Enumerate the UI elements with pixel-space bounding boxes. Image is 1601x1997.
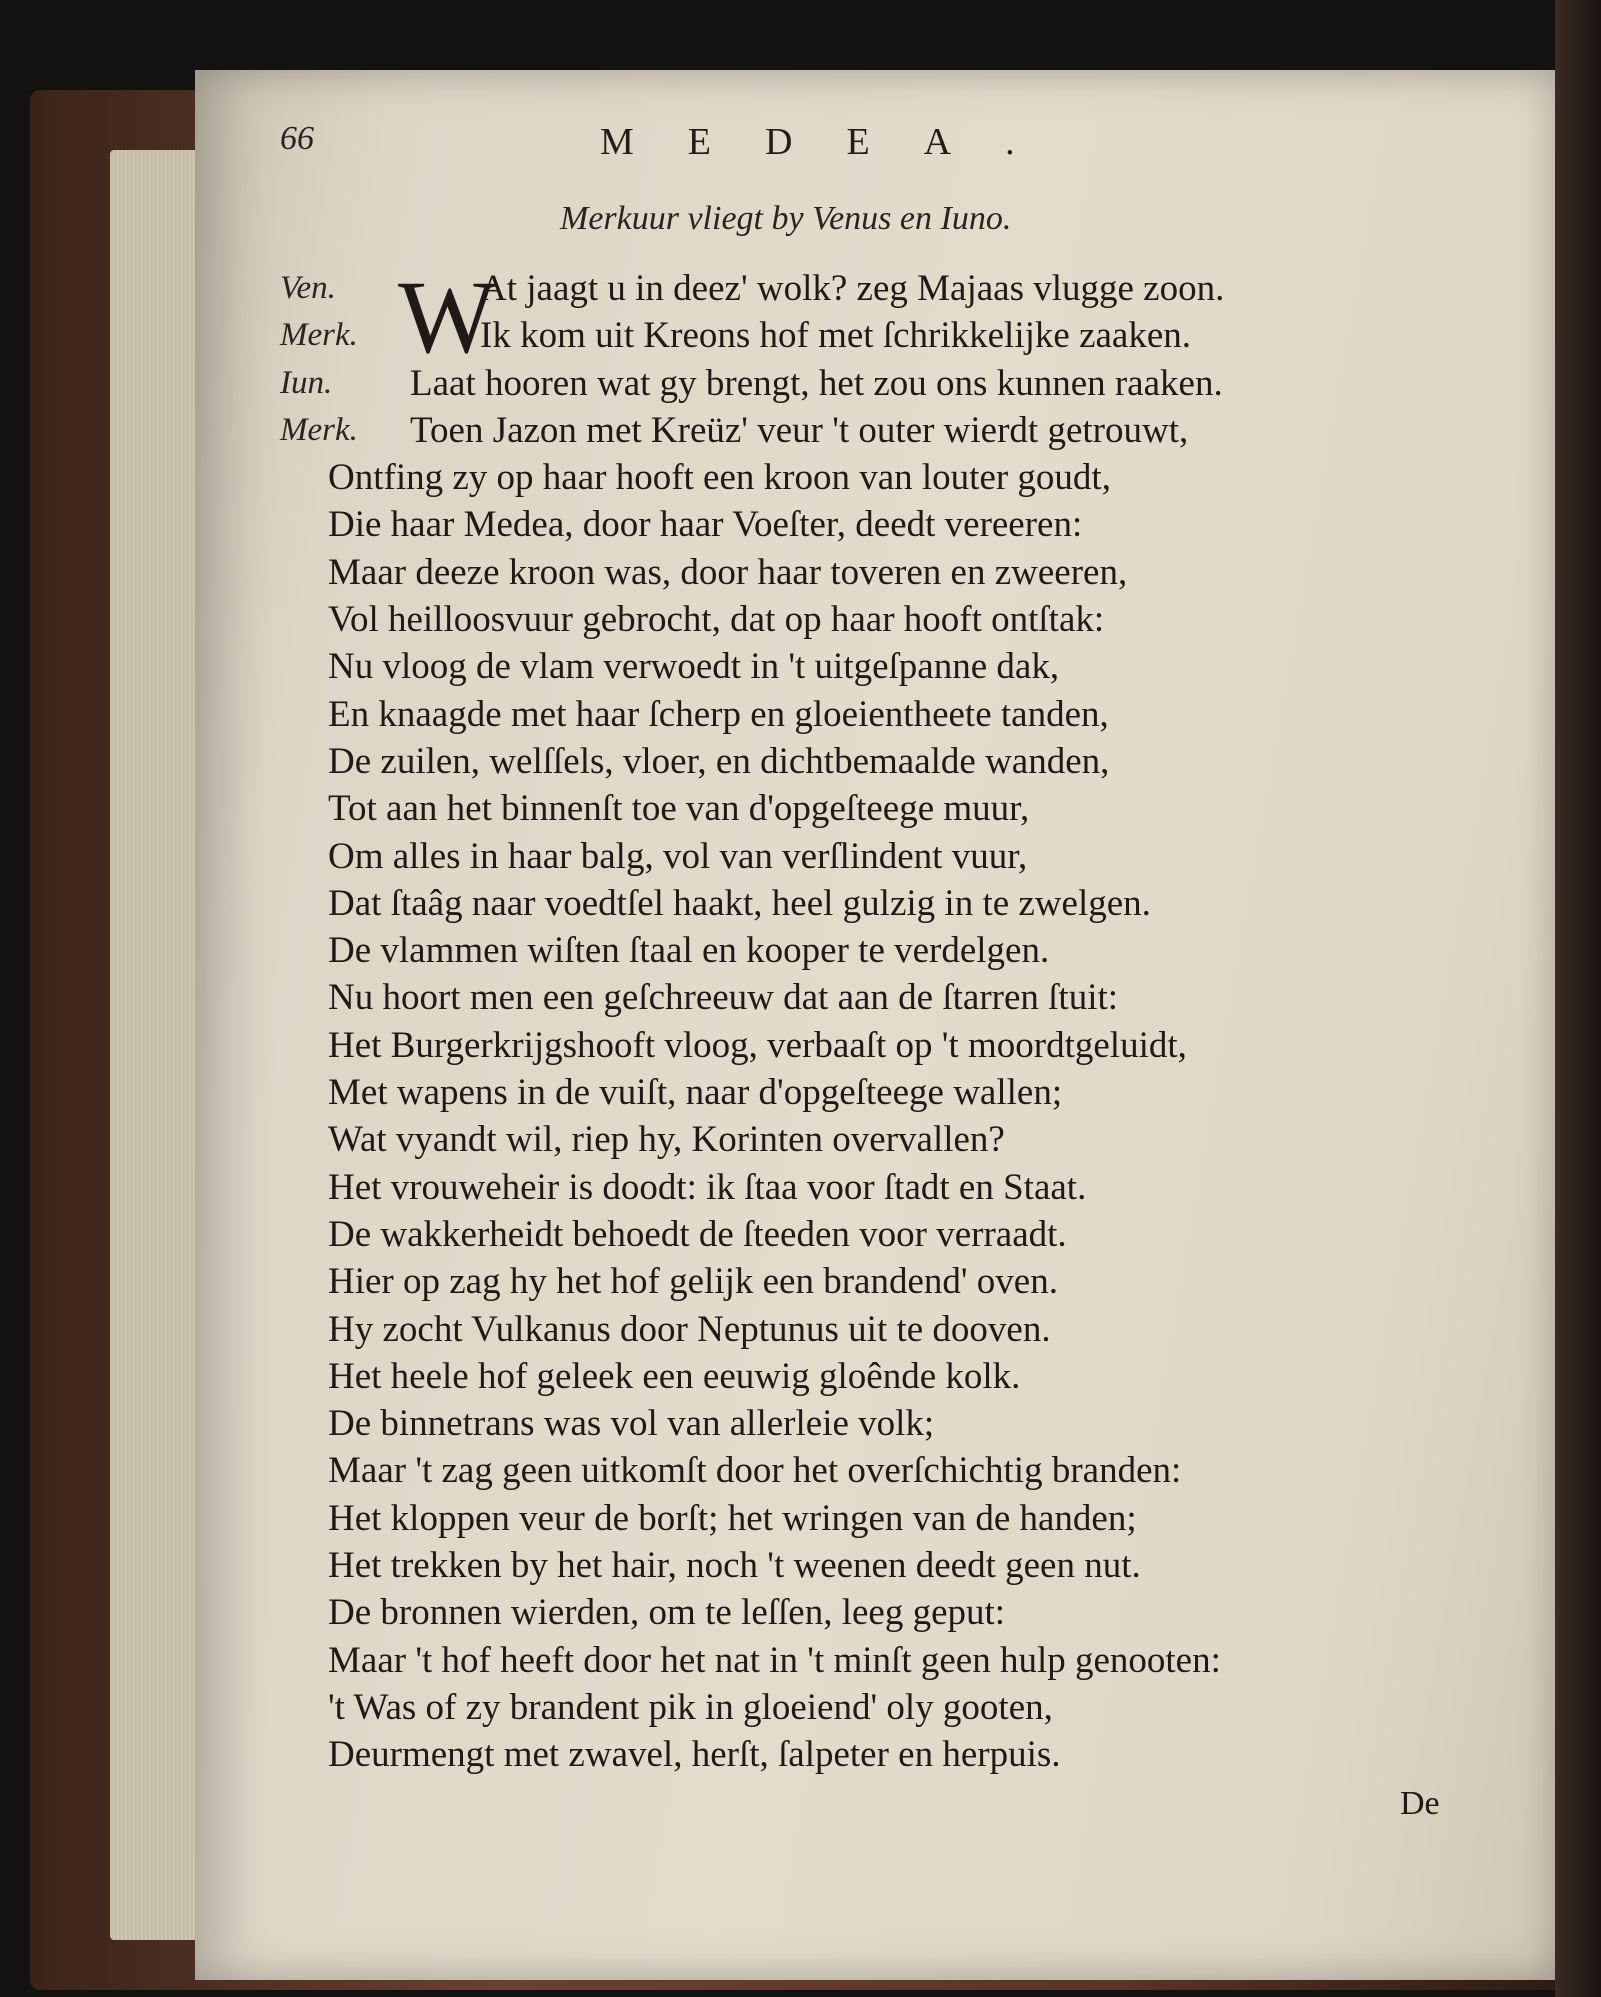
verse-line — [280, 1116, 1430, 1163]
verse-text: Het Burgerkrijgshooft vloog, verbaaſt op 't moordtgeluidt, — [328, 1024, 1187, 1066]
speaker-label: Merk. — [280, 411, 358, 448]
verse-line — [280, 596, 1430, 643]
verse-line — [280, 1258, 1430, 1305]
verse-line — [280, 833, 1430, 880]
verse-text: Ik kom uit Kreons hof met ſchrikkelijke zaaken. — [480, 315, 1192, 357]
verse-text: Hier op zag hy het hof gelijk een brandend' oven. — [328, 1261, 1058, 1303]
verse-line — [280, 691, 1430, 738]
verse-text: De wakkerheidt behoedt de ſteeden voor verraadt. — [328, 1213, 1067, 1255]
verse-line — [280, 643, 1430, 690]
verse-text: Nu hoort men een geſchreeuw dat aan de ſtarren ſtuit: — [328, 977, 1119, 1019]
verse-line — [280, 1164, 1430, 1211]
scene-heading: Merkuur vliegt by Venus en Iuno. — [560, 200, 1012, 237]
verse-text: Vol heilloosvuur gebrocht, dat op haar hooft ontſtak: — [328, 599, 1105, 641]
verse-text: Deurmengt met zwavel, herſt, ſalpeter en herpuis. — [328, 1734, 1061, 1776]
verse-line — [280, 1637, 1430, 1684]
verse-line — [280, 974, 1430, 1021]
verse-text: Laat hooren wat gy brengt, het zou ons kunnen raaken. — [410, 362, 1223, 404]
verse-text: Het kloppen veur de borſt; het wringen van de handen; — [328, 1497, 1137, 1539]
verse-text: De zuilen, welſſels, vloer, en dichtbemaalde wanden, — [328, 740, 1110, 782]
verse-text: Met wapens in de vuiſt, naar d'opgeſteege wallen; — [328, 1072, 1063, 1114]
page-header — [280, 120, 1540, 180]
verse-text: Hy zocht Vulkanus door Neptunus uit te dooven. — [328, 1308, 1051, 1350]
verse-text: Nu vloog de vlam verwoedt in 't uitgeſpanne dak, — [328, 646, 1060, 688]
verse-text: De bronnen wierden, om te leſſen, leeg geput: — [328, 1592, 1006, 1634]
verse-text: En knaagde met haar ſcherp en gloeientheete tanden, — [328, 693, 1109, 735]
verse-text: De binnetrans was vol van allerleie volk; — [328, 1403, 935, 1445]
verse-text: At jaagt u in deez' wolk? zeg Majaas vlugge zoon. — [480, 268, 1225, 309]
page-number: 66 — [280, 120, 314, 157]
verse-line — [280, 1731, 1430, 1778]
catchword: De — [1400, 1785, 1440, 1822]
verse-line — [280, 407, 1430, 454]
verse-text: Maar deeze kroon was, door haar toveren en zweeren, — [328, 551, 1128, 593]
verse-line — [280, 880, 1430, 927]
verse-text: Maar 't zag geen uitkomſt door het overſchichtig branden: — [328, 1450, 1182, 1492]
verse-line — [280, 1589, 1430, 1636]
verse-line — [280, 1022, 1430, 1069]
verse-line — [280, 312, 1430, 359]
speaker-label: Ven. — [280, 270, 336, 306]
verse-line — [280, 1495, 1430, 1542]
verse-line — [280, 501, 1430, 548]
verse-line — [280, 785, 1430, 832]
verse-line — [280, 1306, 1430, 1353]
verse-text: Maar 't hof heeft door het nat in 't minſt geen hulp genooten: — [328, 1639, 1221, 1681]
verse-line — [280, 454, 1430, 501]
speaker-label: Merk. — [280, 317, 358, 354]
verse-text: Het vrouweheir is doodt: ik ſtaa voor ſtadt en Staat. — [328, 1166, 1087, 1208]
verse-text: Die haar Medea, door haar Voeſter, deedt vereeren: — [328, 504, 1083, 546]
facing-page-edge — [1555, 0, 1601, 1997]
verse-text: 't Was of zy brandent pik in gloeiend' oly gooten, — [328, 1686, 1053, 1728]
verse-line — [280, 1211, 1430, 1258]
speaker-label: Iun. — [280, 364, 333, 401]
verse-line — [280, 1542, 1430, 1589]
verse-text: Het heele hof geleek een eeuwig gloênde kolk. — [328, 1355, 1021, 1397]
verse-block — [280, 260, 1430, 1779]
verse-text: Ontfing zy op haar hooft een kroon van louter goudt, — [328, 457, 1111, 499]
verse-line — [280, 1353, 1430, 1400]
verse-text: Wat vyandt wil, riep hy, Korinten overvallen? — [328, 1119, 1005, 1161]
verse-line — [280, 549, 1430, 596]
verse-text: Dat ſtaâg naar voedtſel haakt, heel gulzig in te zwelgen. — [328, 882, 1151, 924]
verse-text: Om alles in haar balg, vol van verſlindent vuur, — [328, 835, 1028, 877]
verse-line — [280, 927, 1430, 974]
verse-text: Tot aan het binnenſt toe van d'opgeſteege muur, — [328, 788, 1030, 830]
verse-line — [280, 1400, 1430, 1447]
verse-line — [280, 1069, 1430, 1116]
verse-line — [280, 360, 1430, 407]
drop-cap: W — [398, 260, 497, 375]
verse-text: De vlammen wiſten ſtaal en kooper te verdelgen. — [328, 930, 1050, 972]
verse-line — [280, 1684, 1430, 1731]
verse-text: Het trekken by het hair, noch 't weenen deedt geen nut. — [328, 1545, 1141, 1587]
verse-line — [280, 1447, 1430, 1494]
verse-text: Toen Jazon met Kreüz' veur 't outer wierdt getrouwt, — [410, 409, 1189, 451]
verse-line — [280, 738, 1430, 785]
running-title: MEDEA. — [600, 121, 1069, 163]
